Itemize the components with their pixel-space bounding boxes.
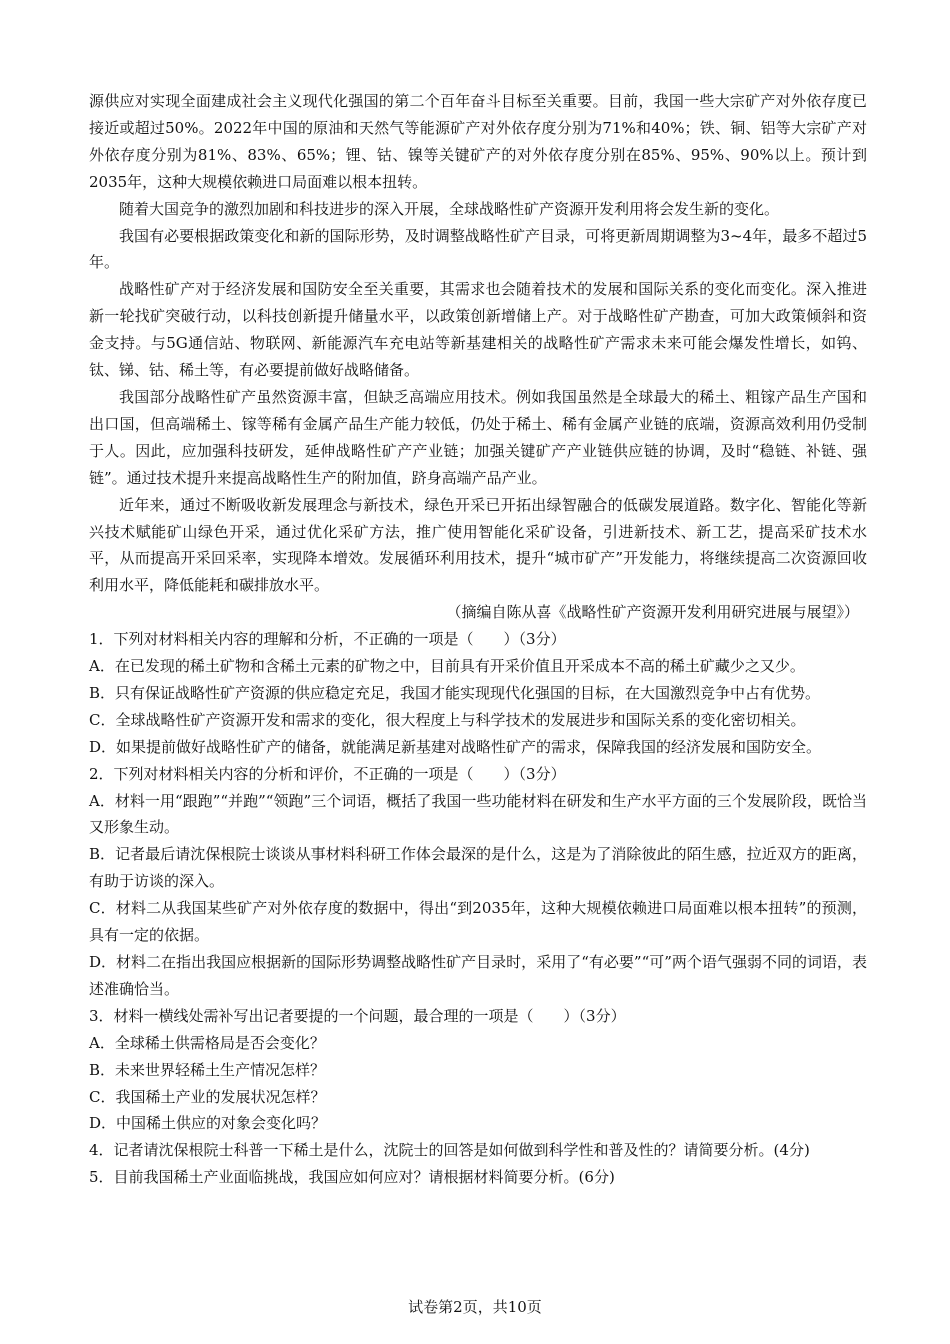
option-a: A．在已发现的稀土矿物和含稀土元素的矿物之中，目前具有开采价值且开采成本不高的稀土矿藏少之又少。 <box>89 657 805 676</box>
page-content <box>89 88 867 1191</box>
option-c: C．全球战略性矿产资源开发和需求的变化，很大程度上与科学技术的发展进步和国际关系的变化密切相关。 <box>89 710 806 729</box>
reading-passage <box>89 88 867 626</box>
question-stem: 2．下列对材料相关内容的分析和评价，不正确的一项是（ ）（3分） <box>89 764 566 783</box>
passage-paragraph: 我国部分战略性矿产虽然资源丰富，但缺乏高端应用技术。例如我国虽然是全球最大的稀土、粗镓产品生产国和出口国，但高端稀土、镓等稀有金属产品生产能力较低，仍处于稀土、稀有金属产业链的底端，资源高效利用仍受制于人。因此，应加强科技研发，延伸战略性矿产产业链；加强关键矿产产业链供应链的协调，及时“稳链、补链、强链”。通过技术提升来提高战略性生产的附加值，跻身高端产品产业。 <box>89 387 867 487</box>
passage-paragraph: 我国有必要根据政策变化和新的国际形势，及时调整战略性矿产目录，可将更新周期调整为3~4年，最多不超过5年。 <box>89 226 867 272</box>
option-d: D．中国稀土供应的对象会变化吗？ <box>89 1114 327 1133</box>
option-d: D．如果提前做好战略性矿产的储备，就能满足新基建对战略性矿产的需求，保障我国的经济发展和国防安全。 <box>89 737 822 756</box>
passage-paragraph: 源供应对实现全面建成社会主义现代化强国的第二个百年奋斗目标至关重要。目前，我国一些大宗矿产对外依存度已接近或超过50%。2022年中国的原油和天然气等能源矿产对外依存度分别为71%和40%；铁、铜、铝等大宗矿产对外依存度分别为81%、83%、65%；锂、钴、镍等关键矿产的对外依存度分别在85%、95%、90%以上。预计到2035年，这种大规模依赖进口局面难以根本扭转。 <box>89 92 867 191</box>
option-c: C．材料二从我国某些矿产对外依存度的数据中，得出“到2035年，这种大规模依赖进口局面难以根本扭转”的预测，具有一定的依据。 <box>89 899 867 945</box>
question-4 <box>89 1137 867 1164</box>
page-footer: 试卷第2页，共10页 <box>408 1298 542 1316</box>
option-b: B．记者最后请沈保根院士谈谈从事材料科研工作体会最深的是什么，这是为了消除彼此的陌生感，拉近双方的距离，有助于访谈的深入。 <box>89 845 867 891</box>
question-2 <box>89 761 867 1003</box>
passage-source: （摘编自陈从喜《战略性矿产资源开发利用研究进展与展望》） <box>446 603 859 622</box>
passage-paragraph: 战略性矿产对于经济发展和国防安全至关重要，其需求也会随着技术的发展和国际关系的变化而变化。深入推进新一轮找矿突破行动，以科技创新提升储量水平，以政策创新增储上产。对于战略性矿产勘查，可加大政策倾斜和资金支持。与5G通信站、物联网、新能源汽车充电站等新基建相关的战略性矿产需求未来可能会爆发性增长，如钨、钛、锑、钴、稀土等，有必要提前做好战略储备。 <box>89 280 867 380</box>
option-a: A．全球稀土供需格局是否会变化？ <box>89 1033 325 1052</box>
passage-paragraph: 随着大国竞争的激烈加剧和科技进步的深入开展，全球战略性矿产资源开发利用将会发生新的变化。 <box>119 199 780 218</box>
option-b: B．只有保证战略性矿产资源的供应稳定充足，我国才能实现现代化强国的目标，在大国激烈竞争中占有优势。 <box>89 683 821 702</box>
question-stem: 1．下列对材料相关内容的理解和分析，不正确的一项是（ ）（3分） <box>89 630 566 649</box>
question-1 <box>89 626 867 761</box>
question-stem: 5．目前我国稀土产业面临挑战，我国应如何应对？请根据材料简要分析。(6分) <box>89 1168 615 1187</box>
passage-paragraph: 近年来，通过不断吸收新发展理念与新技术，绿色开采已开拓出绿智融合的低碳发展道路。数字化、智能化等新兴技术赋能矿山绿色开采，通过优化采矿方法，推广使用智能化采矿设备，引进新技术、新工艺，提高采矿技术水平，从而提高开采回采率，实现降本增效。发展循环利用技术，提升“城市矿产”开发能力，将继续提高二次资源回收利用水平，降低能耗和碳排放水平。 <box>89 495 867 595</box>
question-stem: 4．记者请沈保根院士科普一下稀土是什么，沈院士的回答是如何做到科学性和普及性的？请简要分析。(4分) <box>89 1141 810 1160</box>
option-d: D．材料二在指出我国应根据新的国际形势调整战略性矿产目录时，采用了“有必要”“可”两个语气强弱不同的词语，表述准确恰当。 <box>89 953 867 998</box>
question-3 <box>89 1003 867 1138</box>
option-b: B．未来世界轻稀土生产情况怎样？ <box>89 1060 326 1079</box>
option-c: C．我国稀土产业的发展状况怎样？ <box>89 1087 326 1106</box>
question-5 <box>89 1164 867 1191</box>
option-a: A．材料一用“跟跑”“并跑”“领跑”三个词语，概括了我国一些功能材料在研发和生产水平方面的三个发展阶段，既恰当又形象生动。 <box>89 791 867 837</box>
question-stem: 3．材料一横线处需补写出记者要提的一个问题，最合理的一项是（ ）（3分） <box>89 1006 626 1025</box>
